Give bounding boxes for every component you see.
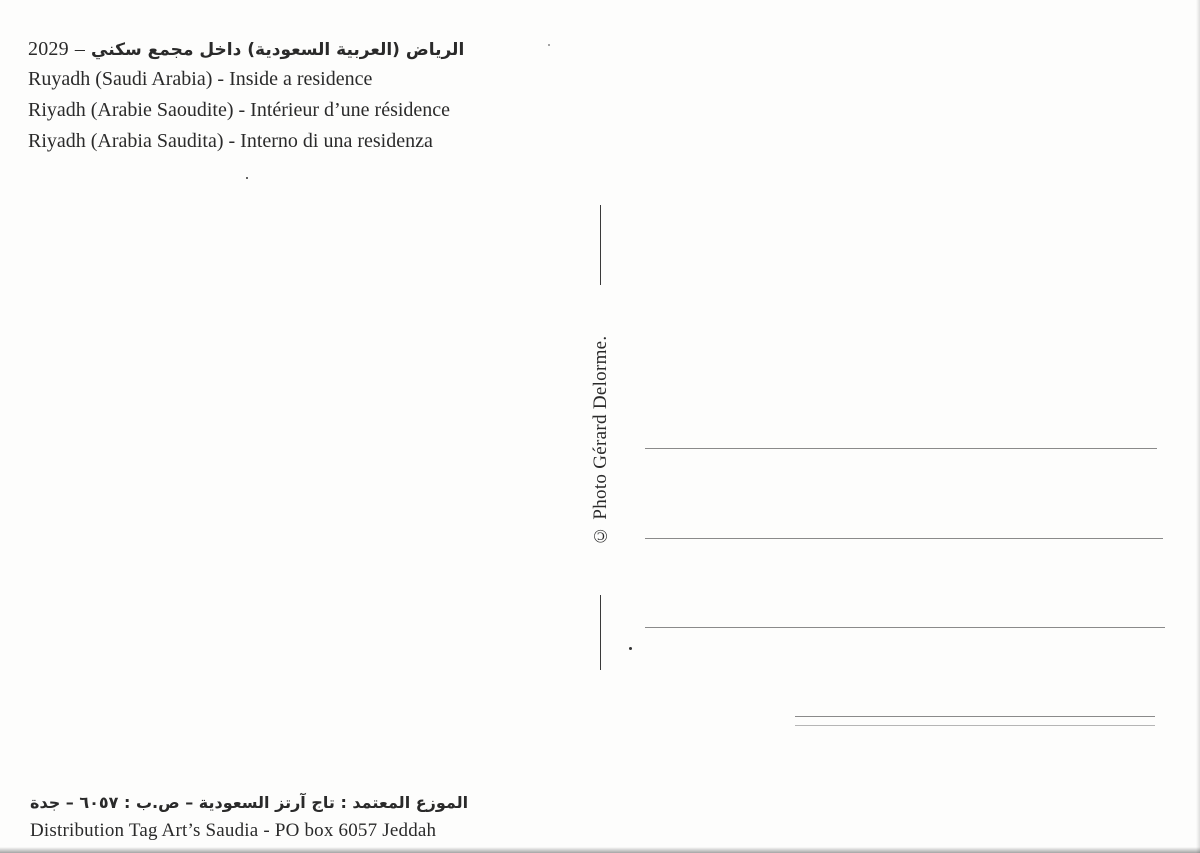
caption-arabic-line: [28, 34, 588, 64]
scan-edge-bottom: [0, 847, 1200, 853]
credit-text: © Photo Gérard Delorme.: [590, 335, 611, 547]
ink-speck: [629, 647, 632, 650]
photo-credit: [588, 205, 614, 670]
credit-divider-top: [600, 205, 601, 285]
caption-block: [28, 34, 588, 157]
ink-speck: [246, 177, 248, 179]
address-line-4: [795, 716, 1155, 717]
caption-italian: Riyadh (Arabia Saudita) - Interno di una residenza: [28, 130, 433, 152]
caption-french: Riyadh (Arabie Saoudite) - Intérieur d’une résidence: [28, 99, 451, 121]
credit-divider-bottom: [600, 595, 601, 670]
distribution-english: Distribution Tag Art’s Saudia - PO box 6057 Jeddah: [30, 820, 437, 841]
distribution-arabic: الموزع المعتمد : تاج آرتز السعودية – ص.ب : ٦٠٥٧ – جدة: [30, 793, 469, 812]
address-line-1: [645, 448, 1157, 449]
caption-english: Ruyadh (Saudi Arabia) - Inside a residence: [28, 68, 373, 90]
scan-edge-right: [1196, 0, 1200, 853]
address-line-2: [645, 538, 1163, 539]
caption-arabic-text: الرياض (العربية السعودية) داخل مجمع سكني: [91, 40, 465, 60]
caption-number: 2029: [28, 38, 69, 60]
ink-speck: [548, 44, 550, 46]
distribution-block: [30, 788, 530, 844]
address-line-3: [645, 627, 1165, 628]
address-line-4-underline: [795, 725, 1155, 726]
caption-separator: –: [74, 38, 86, 60]
